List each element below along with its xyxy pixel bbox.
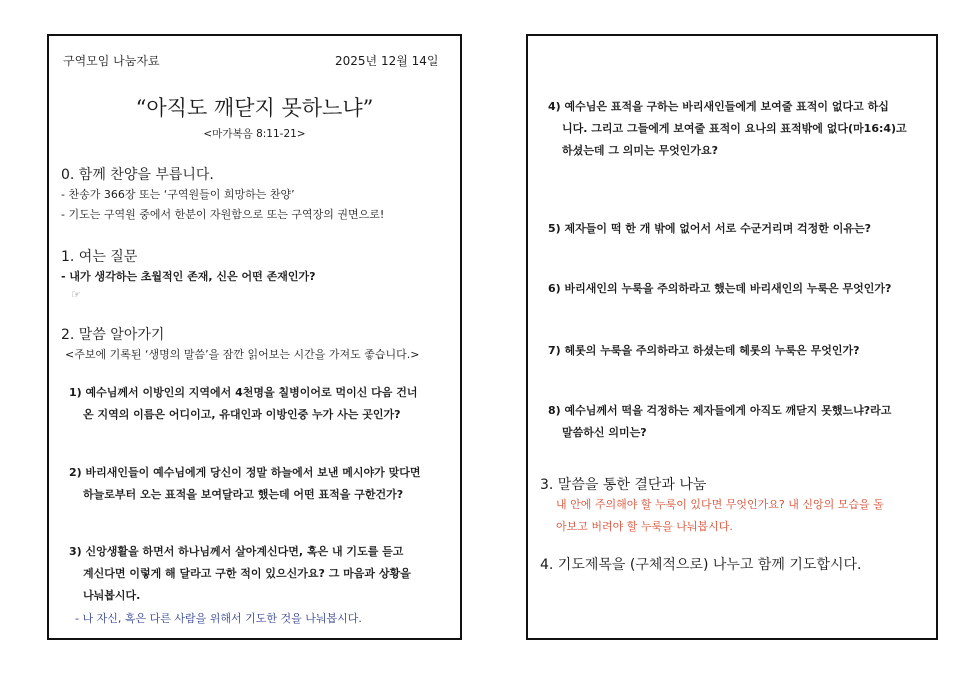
question-8-line-1: 8) 예수님께서 떡을 걱정하는 제자들에게 아직도 깨닫지 못했느냐?라고: [548, 404, 892, 417]
section-4-heading: 4. 기도제목을 (구체적으로) 나누고 함께 기도합시다.: [540, 557, 862, 573]
pointing-hand-icon: ☞: [71, 288, 81, 301]
question-5: 5) 제자들이 떡 한 개 밖에 없어서 서로 수군거리며 걱정한 이유는?: [548, 222, 872, 235]
section-0-bullet-1: - 찬송가 366장 또는 ‘구역원들이 희망하는 찬양’: [61, 188, 295, 201]
section-2-note: <주보에 기록된 ‘생명의 말씀’을 잠깐 읽어보는 시간을 가져도 좋습니다.>: [65, 348, 420, 361]
scripture-reference: <마가복음 8:11-21>: [203, 128, 306, 140]
question-8-line-2: 말씀하신 의미는?: [562, 426, 647, 439]
left-page: [47, 34, 462, 640]
question-4-line-2: 니다. 그리고 그들에게 보여줄 표적이 요나의 표적밖에 없다(마16:4)고: [562, 122, 907, 135]
page-title: “아직도 깨닫지 못하느냐”: [135, 96, 374, 120]
section-1-heading: 1. 여는 질문: [61, 249, 138, 265]
question-2-line-1: 2) 바리새인들이 예수님에게 당신이 정말 하늘에서 보낸 메시야가 맞다면: [69, 466, 421, 479]
section-3-note-line-1: 내 안에 주의해야 할 누룩이 있다면 무엇인가요? 내 신앙의 모습을 돌: [556, 498, 884, 511]
right-page: [526, 34, 938, 640]
question-7: 7) 헤롯의 누룩을 주의하라고 하셨는데 헤롯의 누룩은 무엇인가?: [548, 344, 860, 357]
section-3-heading: 3. 말씀을 통한 결단과 나눔: [540, 477, 707, 493]
section-2-heading: 2. 말씀 알아가기: [61, 327, 165, 343]
section-3-note-line-2: 아보고 버려야 할 누룩을 나눠봅시다.: [556, 520, 733, 533]
section-1-question: - 내가 생각하는 초월적인 존재, 신은 어떤 존재인가?: [61, 270, 316, 283]
question-4-line-3: 하셨는데 그 의미는 무엇인가요?: [562, 144, 719, 157]
question-6: 6) 바리새인의 누룩을 주의하라고 했는데 바리새인의 누룩은 무엇인가?: [548, 282, 892, 295]
question-3-note: - 나 자신, 혹은 다른 사람을 위해서 기도한 것을 나눠봅시다.: [75, 612, 362, 625]
question-3-line-2: 계신다면 이렇게 해 달라고 구한 적이 있으신가요? 그 마음과 상황을: [83, 567, 411, 580]
question-2-line-2: 하늘로부터 오는 표적을 보여달라고 했는데 어떤 표적을 구한건가?: [83, 488, 404, 501]
question-1-line-2: 온 지역의 이름은 어디이고, 유대인과 이방인중 누가 사는 곳인가?: [83, 408, 401, 421]
section-0-bullet-2: - 기도는 구역원 중에서 한분이 자원함으로 또는 구역장의 권면으로!: [61, 208, 385, 221]
header-label: 구역모임 나눔자료: [63, 54, 160, 68]
question-4-line-1: 4) 예수님은 표적을 구하는 바리새인들에게 보여줄 표적이 없다고 하십: [548, 100, 889, 113]
section-0-heading: 0. 함께 찬양을 부릅니다.: [61, 167, 214, 183]
question-1-line-1: 1) 예수님께서 이방인의 지역에서 4천명을 칠병이어로 먹이신 다음 건너: [69, 386, 418, 399]
question-3-line-3: 나눠봅시다.: [83, 589, 141, 602]
question-3-line-1: 3) 신앙생활을 하면서 하나님께서 살아계신다면, 혹은 내 기도를 듣고: [69, 545, 404, 558]
header-date: 2025년 12월 14일: [335, 54, 439, 68]
